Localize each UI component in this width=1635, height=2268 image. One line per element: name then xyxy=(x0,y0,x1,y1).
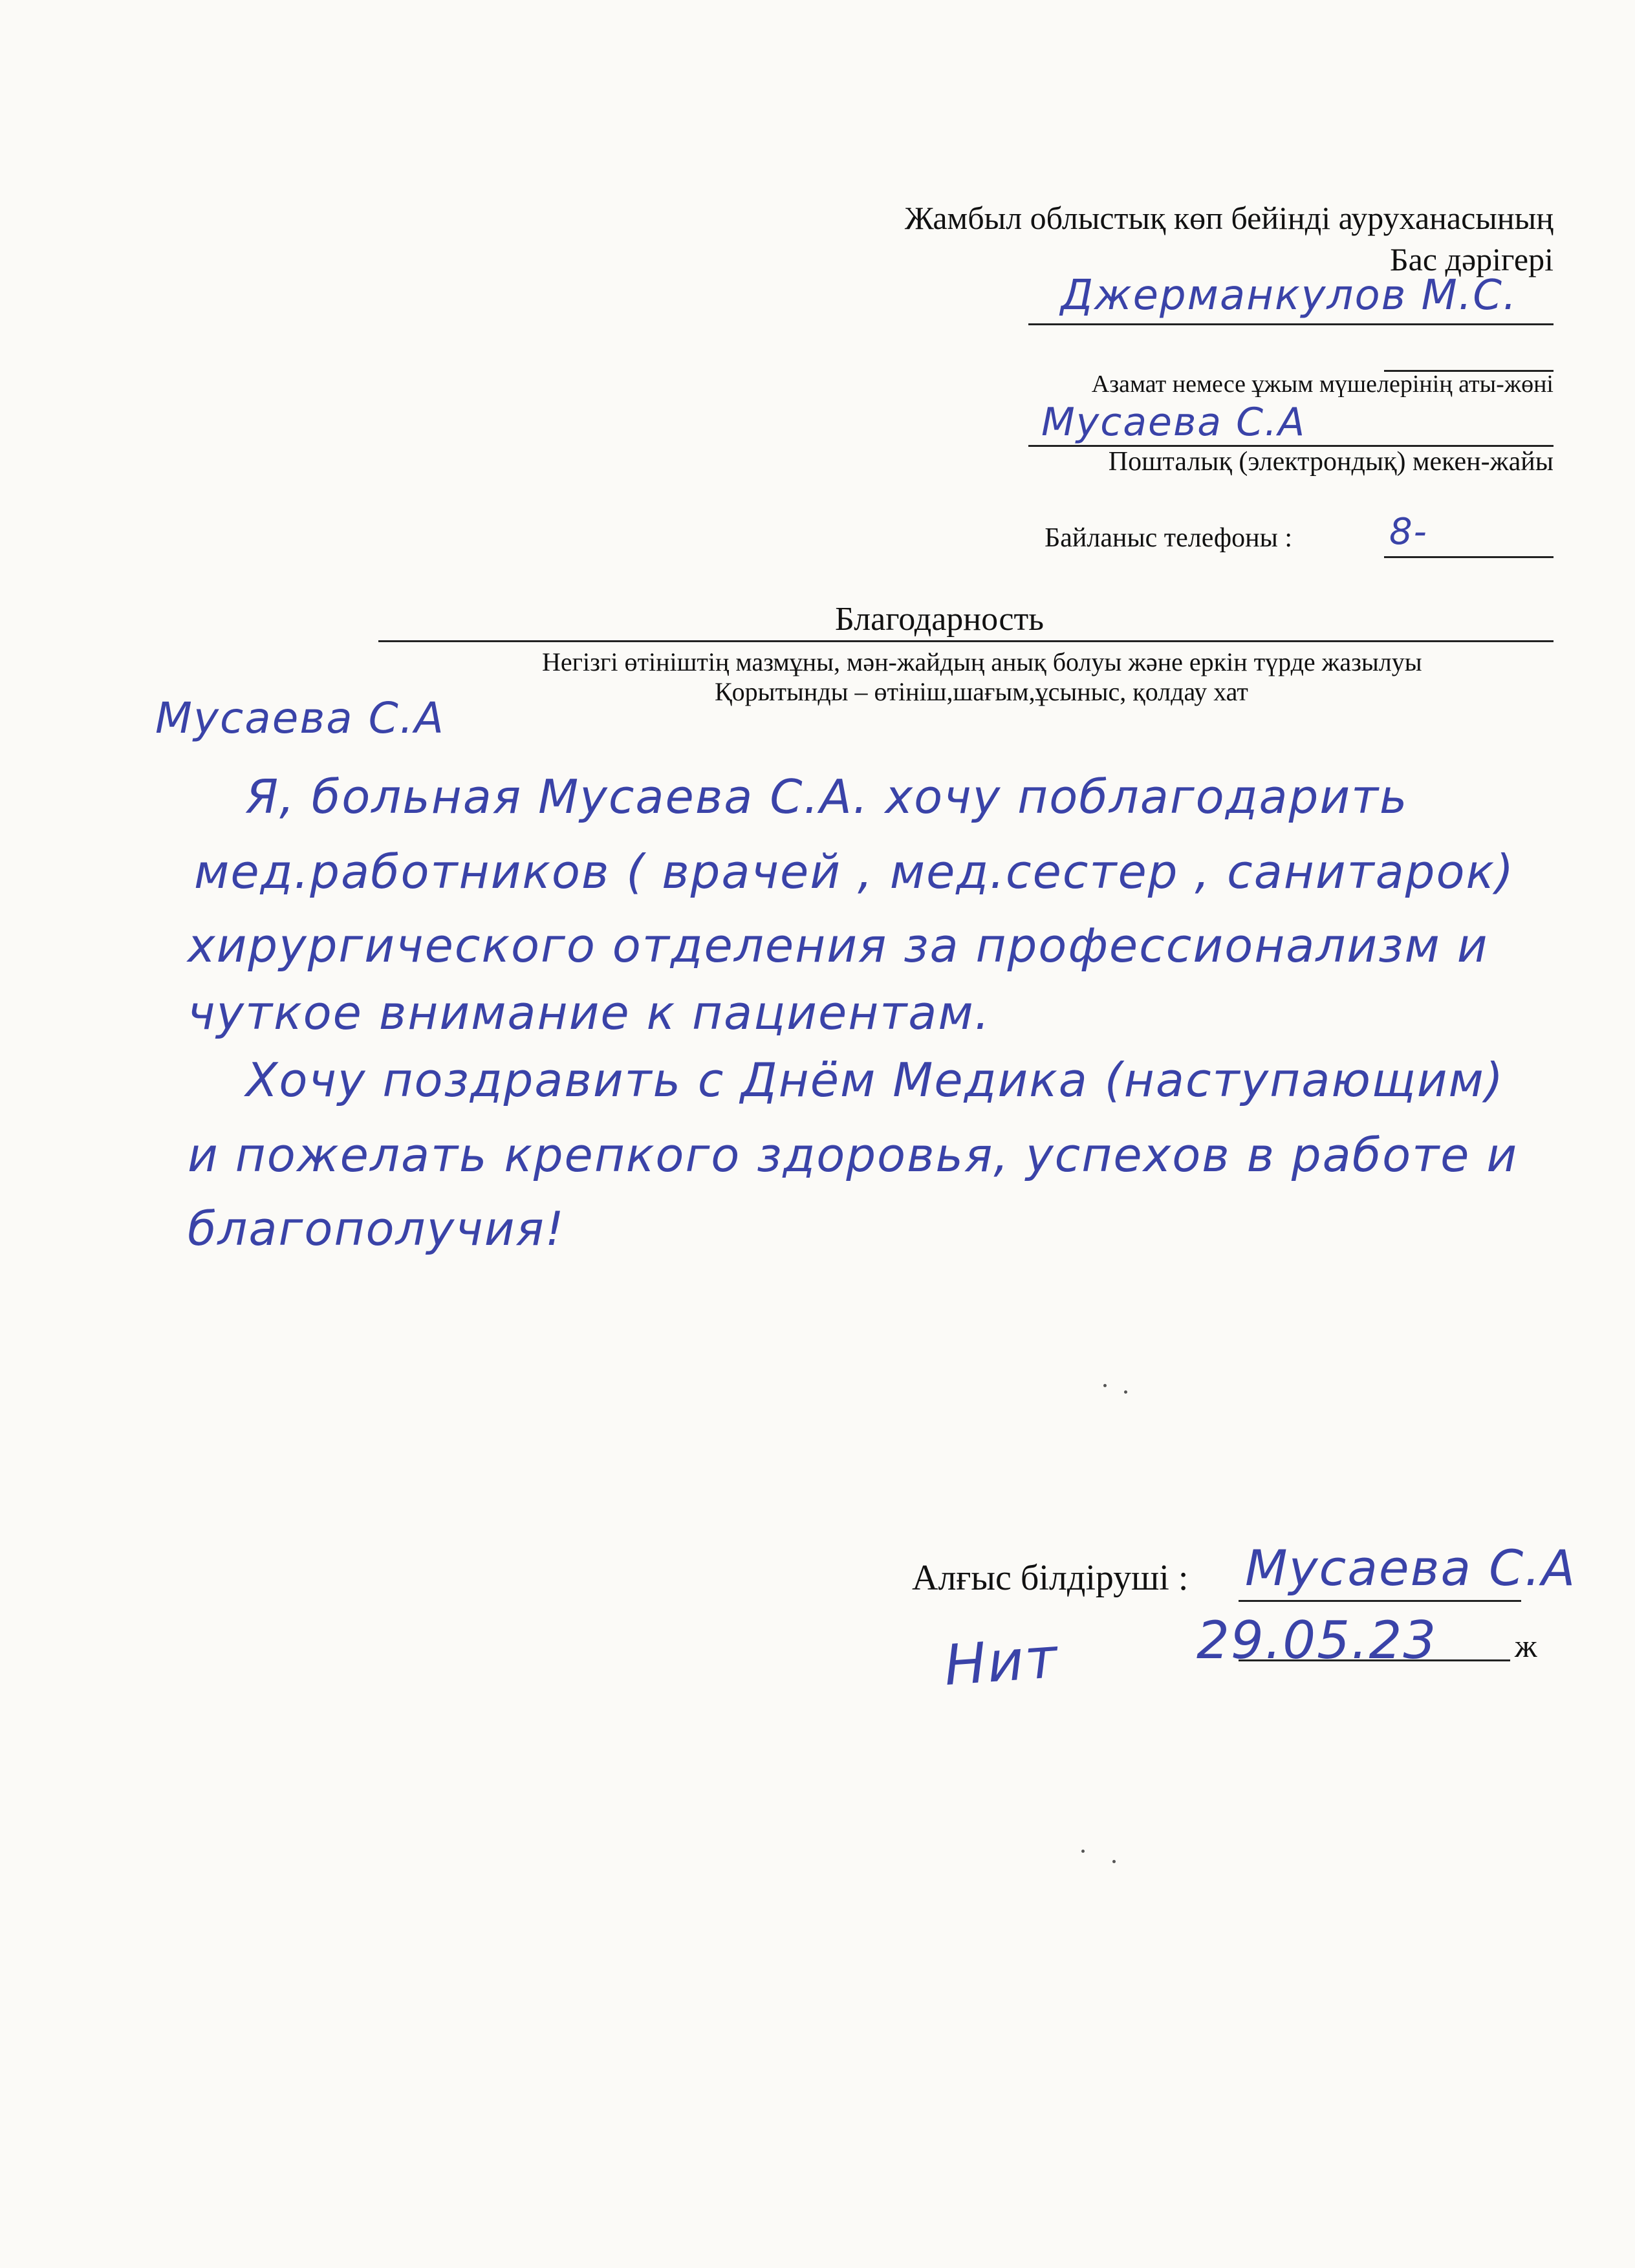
date-line xyxy=(1239,1659,1510,1661)
signature: Нит xyxy=(942,1625,1061,1699)
date-value: 29.05.23 xyxy=(1196,1610,1438,1670)
letter-line: благополучия! xyxy=(188,1202,565,1256)
letter-line: мед.работников ( врачей , мед.сестер , санитарок) xyxy=(194,845,1515,899)
hospital-name: Жамбыл облыстық көп бейінді ауруханасының xyxy=(904,200,1554,236)
position-title: Бас дәрігері xyxy=(1389,241,1554,277)
letter-line: Я, больная Мусаева С.А. хочу поблагодарить xyxy=(246,770,1409,824)
thanks-line xyxy=(1239,1600,1521,1602)
head-name-line xyxy=(1028,323,1554,325)
thanks-name: Мусаева С.А xyxy=(1245,1539,1577,1597)
instruction-line-1: Негізгі өтініштің мазмұны, мән-жайдың анық болуы және еркін түрде жазылуы xyxy=(542,647,1422,676)
title-line xyxy=(378,640,1554,642)
thanks-label: Алғыс білдіруші : xyxy=(912,1558,1189,1598)
scan-speck xyxy=(1124,1390,1127,1394)
scan-speck xyxy=(1103,1384,1107,1387)
applicant-name: Мусаева С.А xyxy=(1041,400,1306,445)
phone-line xyxy=(1384,556,1554,558)
scan-speck xyxy=(1081,1850,1085,1853)
year-suffix: ж xyxy=(1515,1628,1537,1664)
head-doctor-name: Джерманкулов М.С. xyxy=(1061,272,1518,319)
instruction-line-2: Қорытынды – өтініш,шағым,ұсыныс, қолдау хат xyxy=(715,677,1248,706)
scan-speck xyxy=(1112,1860,1116,1863)
letter-line: Хочу поздравить с Днём Медика (наступающим) xyxy=(246,1053,1504,1107)
document-title: Благодарность xyxy=(831,600,1048,638)
phone-value: 8- xyxy=(1389,511,1428,553)
address-label: Пошталық (электрондық) мекен-жайы xyxy=(1108,447,1554,477)
author-note: Мусаева С.А xyxy=(155,693,445,743)
applicant-label: Азамат немесе ұжым мүшелерінің аты-жөні xyxy=(1091,371,1554,398)
letter-line: и пожелать крепкого здоровья, успехов в работе и xyxy=(188,1128,1519,1182)
letter-line: чуткое внимание к пациентам. xyxy=(188,986,991,1040)
phone-label: Байланыс телефоны : xyxy=(1045,523,1292,553)
letter-line: хирургического отделения за профессионализм и xyxy=(188,918,1489,973)
